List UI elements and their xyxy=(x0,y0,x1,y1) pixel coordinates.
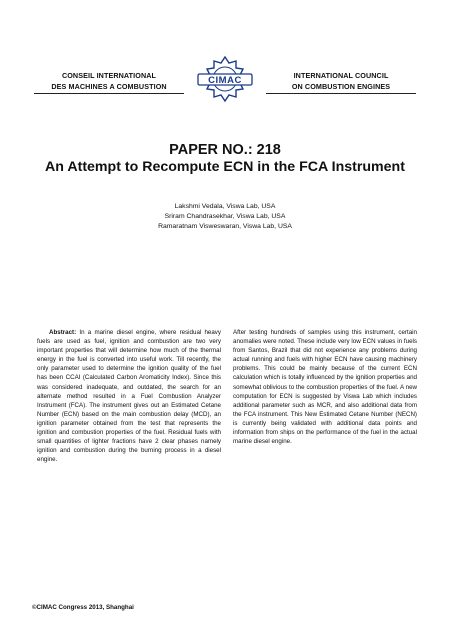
author-2: Sriram Chandrasekhar, Viswa Lab, USA xyxy=(164,213,286,220)
header-right-line2: ON COMBUSTION ENGINES xyxy=(291,82,391,91)
abstract-paragraph-2: After testing hundreds of samples using this instrument, certain anomalies were noted. These include very low ECN values in fuels from Santos, Brazil that did not experience any problems during actual running and fuels with higher ECN have causing machinery problems. This could be mainly because of the current ECN calculation which is totally influenced by the ignition properties and somewhat oblivious to the combustion properties of the fuel. A new computation for ECN is suggested by Viswa Lab which includes additional parameter such as MCR, and also additional data from the FCA instrument. This New Estimated Cetane Number (NECN) is currently being validated with additional data points and information from ships on the performance of the fuel in the actual marine diesel engine. xyxy=(233,329,417,446)
header-left-rule xyxy=(34,93,184,94)
abstract-left-text: In a marine diesel engine, where residual heavy fuels are used as fuel, ignition and combustion are two very important properties that will determine how much of the thermal energy in the fuel is converted into useful work. Till recently, the only parameter used to determine the ignition quality of the fuel has been CCAI (Calculated Carbon Aromaticity Index). Since this was considered inadequate, and outdated, the search for an alternate method resulted in a Fuel Combustion Analyzer Instrument (FCA). The instrument gives out an Estimated Cetane Number (ECN) based on the main combustion delay (MCD), an ignition parameter obtained from the test that represents the ignition and combustion properties of the fuel. Residual fuels with small quantities of lighter fractions have 2 clear phases namely ignition and combustion during the burning process in a diesel engine. xyxy=(37,329,221,464)
header-left xyxy=(34,70,184,92)
author-1: Lakshmi Vedala, Viswa Lab, USA xyxy=(174,203,276,210)
author-3: Ramaratnam Visweswaran, Viswa Lab, USA xyxy=(158,223,292,230)
header-left-line2: DES MACHINES A COMBUSTION xyxy=(51,82,167,91)
footer-copyright: ©CIMAC Congress 2013, Shanghai xyxy=(32,604,134,611)
paper-number: PAPER NO.: 218 xyxy=(169,142,281,158)
abstract-paragraph-1 xyxy=(37,328,221,464)
paper-title: An Attempt to Recompute ECN in the FCA Instrument xyxy=(45,159,405,175)
header-right-line1: INTERNATIONAL COUNCIL xyxy=(293,71,389,80)
header-right xyxy=(266,70,416,92)
logo-text: CIMAC xyxy=(208,75,242,87)
cimac-logo-icon xyxy=(188,55,262,105)
author-list xyxy=(0,202,450,232)
abstract-column-left xyxy=(37,328,221,464)
header-right-rule xyxy=(266,93,416,94)
header-left-line1: CONSEIL INTERNATIONAL xyxy=(61,71,157,80)
abstract-label: Abstract: xyxy=(49,329,77,336)
abstract-column-right xyxy=(233,328,417,446)
